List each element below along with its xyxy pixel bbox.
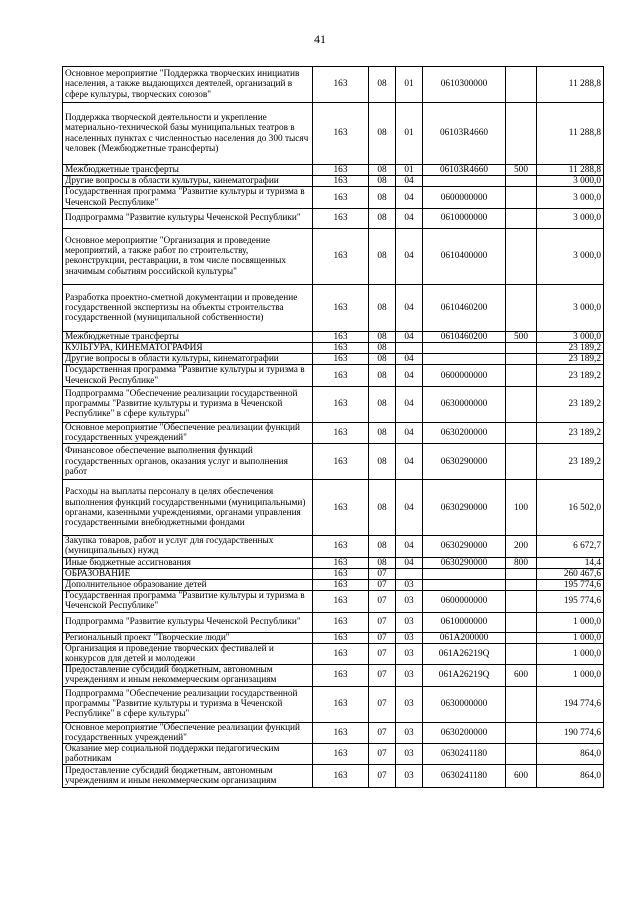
row-section-code: 08	[369, 354, 396, 365]
row-name: Дополнительное образование детей	[63, 580, 313, 591]
row-subsection-code: 04	[396, 536, 423, 557]
row-amount: 3 000,0	[537, 208, 604, 228]
row-name: Подпрограмма "Развитие культуры Чеченской Республики"	[63, 208, 313, 228]
row-target-code: 0610460200	[423, 331, 506, 342]
row-target-code: 0630290000	[423, 444, 506, 480]
row-section-code: 08	[369, 444, 396, 480]
row-expense-type	[506, 386, 537, 422]
row-subsection-code: 04	[396, 354, 423, 365]
row-section-code: 07	[369, 568, 396, 579]
row-subsection-code: 04	[396, 284, 423, 331]
row-expense-type	[506, 744, 537, 765]
row-subsection-code	[396, 343, 423, 354]
row-target-code: 0610300000	[423, 67, 506, 103]
row-amount: 11 288,8	[537, 67, 604, 103]
table-row	[63, 765, 604, 788]
row-ministry-code: 163	[313, 165, 369, 176]
row-expense-type: 200	[506, 536, 537, 557]
row-amount: 14,4	[537, 557, 604, 568]
table-row	[63, 228, 604, 284]
row-section-code: 08	[369, 187, 396, 208]
row-amount: 1 000,0	[537, 643, 604, 664]
table-row	[63, 67, 604, 103]
row-amount: 864,0	[537, 744, 604, 765]
row-section-code: 08	[369, 165, 396, 176]
table-row	[63, 176, 604, 187]
row-subsection-code: 04	[396, 228, 423, 284]
row-ministry-code: 163	[313, 365, 369, 386]
row-subsection-code: 03	[396, 665, 423, 686]
row-subsection-code: 03	[396, 686, 423, 722]
row-subsection-code: 04	[396, 187, 423, 208]
row-target-code: 0630200000	[423, 722, 506, 743]
row-ministry-code: 163	[313, 228, 369, 284]
table-row	[63, 568, 604, 579]
row-expense-type	[506, 67, 537, 103]
row-target-code: 0600000000	[423, 187, 506, 208]
table-row	[63, 580, 604, 591]
row-name: Межбюджетные трансферты	[63, 165, 313, 176]
row-section-code: 08	[369, 208, 396, 228]
row-name: Государственная программа "Развитие культуры и туризма в Чеченской Республике"	[63, 365, 313, 386]
row-expense-type	[506, 422, 537, 443]
row-target-code: 061A26219Q	[423, 665, 506, 686]
row-amount: 1 000,0	[537, 612, 604, 632]
row-section-code: 07	[369, 591, 396, 612]
row-amount: 864,0	[537, 765, 604, 788]
table-row	[63, 744, 604, 765]
row-expense-type: 600	[506, 765, 537, 788]
row-expense-type: 500	[506, 165, 537, 176]
row-target-code: 0610000000	[423, 612, 506, 632]
row-target-code: 06103R4660	[423, 103, 506, 165]
row-ministry-code: 163	[313, 568, 369, 579]
row-subsection-code: 03	[396, 612, 423, 632]
row-expense-type	[506, 643, 537, 664]
row-amount: 194 774,6	[537, 686, 604, 722]
row-amount: 1 000,0	[537, 632, 604, 643]
row-expense-type	[506, 722, 537, 743]
row-section-code: 07	[369, 632, 396, 643]
row-amount: 23 189,2	[537, 365, 604, 386]
row-name: КУЛЬТУРА, КИНЕМАТОГРАФИЯ	[63, 343, 313, 354]
row-subsection-code: 04	[396, 444, 423, 480]
row-name: Поддержка творческой деятельности и укрепление материально-технической базы муниципальных театров в населенных пунктах с численностью населения до 300 тысяч человек (Межбюджетные трансферты)	[63, 103, 313, 165]
row-name: Закупка товаров, работ и услуг для государственных (муниципальных) нужд	[63, 536, 313, 557]
row-target-code: 0600000000	[423, 591, 506, 612]
row-expense-type	[506, 103, 537, 165]
row-subsection-code: 04	[396, 208, 423, 228]
table-row	[63, 365, 604, 386]
row-name: Другие вопросы в области культуры, кинематографии	[63, 176, 313, 187]
row-ministry-code: 163	[313, 557, 369, 568]
row-expense-type	[506, 686, 537, 722]
row-name: Основное мероприятие "Обеспечение реализации функций государственных учреждений"	[63, 422, 313, 443]
row-section-code: 08	[369, 103, 396, 165]
table-row	[63, 284, 604, 331]
row-subsection-code: 03	[396, 580, 423, 591]
row-ministry-code: 163	[313, 665, 369, 686]
row-ministry-code: 163	[313, 284, 369, 331]
table-row	[63, 331, 604, 342]
row-ministry-code: 163	[313, 386, 369, 422]
row-expense-type: 500	[506, 331, 537, 342]
table-row	[63, 632, 604, 643]
row-target-code: 0610400000	[423, 228, 506, 284]
row-section-code: 07	[369, 765, 396, 788]
row-section-code: 07	[369, 722, 396, 743]
row-amount: 23 189,2	[537, 444, 604, 480]
row-target-code: 0630241180	[423, 744, 506, 765]
row-name: Расходы на выплаты персоналу в целях обеспечения выполнения функций государственными (муниципальными) органами, казенными учреждениями, органами управления государственными внебюджетными фондами	[63, 480, 313, 536]
row-target-code	[423, 580, 506, 591]
row-name: Иные бюджетные ассигнования	[63, 557, 313, 568]
row-expense-type	[506, 612, 537, 632]
row-name: Основное мероприятие "Поддержка творческих инициатив населения, а также выдающихся деятелей, организаций в сфере культуры, творческих союзов"	[63, 67, 313, 103]
row-name: ОБРАЗОВАНИЕ	[63, 568, 313, 579]
row-section-code: 07	[369, 580, 396, 591]
row-section-code: 08	[369, 365, 396, 386]
row-ministry-code: 163	[313, 480, 369, 536]
row-amount: 23 189,2	[537, 343, 604, 354]
row-amount: 23 189,2	[537, 386, 604, 422]
row-target-code: 061A26219Q	[423, 643, 506, 664]
row-target-code: 0610000000	[423, 208, 506, 228]
row-target-code: 061A200000	[423, 632, 506, 643]
row-section-code: 07	[369, 643, 396, 664]
row-name: Организация и проведение творческих фестивалей и конкурсов для детей и молодежи	[63, 643, 313, 664]
row-amount: 3 000,0	[537, 176, 604, 187]
row-amount: 3 000,0	[537, 228, 604, 284]
row-section-code: 08	[369, 284, 396, 331]
row-ministry-code: 163	[313, 422, 369, 443]
row-amount: 260 467,6	[537, 568, 604, 579]
row-name: Разработка проектно-сметной документации и проведение государственной экспертизы на объекты строительства государственной (муниципальной собственности)	[63, 284, 313, 331]
table-row	[63, 444, 604, 480]
row-name: Предоставление субсидий бюджетным, автономным учреждениям и иным некоммерческим организациям	[63, 665, 313, 686]
row-expense-type	[506, 568, 537, 579]
row-section-code: 08	[369, 386, 396, 422]
row-target-code: 0630241180	[423, 765, 506, 788]
row-section-code: 08	[369, 557, 396, 568]
row-subsection-code: 04	[396, 176, 423, 187]
row-target-code	[423, 176, 506, 187]
row-target-code: 0630000000	[423, 386, 506, 422]
row-expense-type	[506, 284, 537, 331]
row-expense-type	[506, 354, 537, 365]
row-ministry-code: 163	[313, 444, 369, 480]
table-row	[63, 643, 604, 664]
row-target-code: 0610460200	[423, 284, 506, 331]
row-ministry-code: 163	[313, 354, 369, 365]
row-amount: 11 288,8	[537, 165, 604, 176]
row-expense-type: 100	[506, 480, 537, 536]
row-ministry-code: 163	[313, 103, 369, 165]
row-expense-type: 800	[506, 557, 537, 568]
row-subsection-code: 01	[396, 165, 423, 176]
row-target-code: 06103R4660	[423, 165, 506, 176]
table-row	[63, 354, 604, 365]
row-expense-type	[506, 580, 537, 591]
row-amount: 23 189,2	[537, 422, 604, 443]
table-row	[63, 165, 604, 176]
row-subsection-code	[396, 568, 423, 579]
row-target-code: 0630200000	[423, 422, 506, 443]
row-section-code: 08	[369, 422, 396, 443]
row-amount: 16 502,0	[537, 480, 604, 536]
table-row	[63, 722, 604, 743]
row-name: Межбюджетные трансферты	[63, 331, 313, 342]
row-subsection-code: 04	[396, 422, 423, 443]
row-ministry-code: 163	[313, 643, 369, 664]
row-subsection-code: 03	[396, 643, 423, 664]
row-target-code: 0630000000	[423, 686, 506, 722]
table-row	[63, 612, 604, 632]
row-subsection-code: 03	[396, 591, 423, 612]
row-ministry-code: 163	[313, 632, 369, 643]
row-target-code: 0630290000	[423, 480, 506, 536]
row-subsection-code: 04	[396, 365, 423, 386]
row-expense-type	[506, 591, 537, 612]
row-section-code: 07	[369, 744, 396, 765]
row-target-code	[423, 343, 506, 354]
row-ministry-code: 163	[313, 722, 369, 743]
row-name: Предоставление субсидий бюджетным, автономным учреждениям и иным некоммерческим организациям	[63, 765, 313, 788]
row-ministry-code: 163	[313, 686, 369, 722]
table-row	[63, 422, 604, 443]
row-section-code: 08	[369, 67, 396, 103]
row-subsection-code: 04	[396, 557, 423, 568]
row-section-code: 08	[369, 536, 396, 557]
row-expense-type: 600	[506, 665, 537, 686]
row-expense-type	[506, 444, 537, 480]
row-subsection-code: 01	[396, 67, 423, 103]
table-body	[63, 67, 604, 788]
table-row	[63, 591, 604, 612]
table-row	[63, 187, 604, 208]
row-amount: 11 288,8	[537, 103, 604, 165]
row-name: Основное мероприятие "Организация и проведение мероприятий, а также работ по строительству, реконструкции, реставрации, в том числе посвященных значимым событиям российской культуры"	[63, 228, 313, 284]
row-amount: 3 000,0	[537, 331, 604, 342]
row-section-code: 08	[369, 176, 396, 187]
table-row	[63, 557, 604, 568]
row-name: Оказание мер социальной поддержки педагогическим работникам	[63, 744, 313, 765]
row-ministry-code: 163	[313, 591, 369, 612]
row-expense-type	[506, 228, 537, 284]
row-name: Подпрограмма "Обеспечение реализации государственной программы "Развитие культуры и туризма в Чеченской Республике" в сфере культуры"	[63, 686, 313, 722]
row-ministry-code: 163	[313, 744, 369, 765]
row-expense-type	[506, 343, 537, 354]
row-ministry-code: 163	[313, 208, 369, 228]
row-section-code: 07	[369, 665, 396, 686]
row-amount: 1 000,0	[537, 665, 604, 686]
row-amount: 3 000,0	[537, 284, 604, 331]
row-subsection-code: 01	[396, 103, 423, 165]
row-amount: 195 774,6	[537, 580, 604, 591]
row-expense-type	[506, 208, 537, 228]
row-name: Государственная программа "Развитие культуры и туризма в Чеченской Республике"	[63, 187, 313, 208]
row-section-code: 07	[369, 612, 396, 632]
row-section-code: 08	[369, 331, 396, 342]
page-number: 41	[314, 32, 326, 46]
row-name: Финансовое обеспечение выполнения функций государственных органов, оказания услуг и выполнения работ	[63, 444, 313, 480]
row-ministry-code: 163	[313, 176, 369, 187]
row-section-code: 08	[369, 228, 396, 284]
row-target-code: 0630290000	[423, 536, 506, 557]
row-target-code: 0630290000	[423, 557, 506, 568]
row-name: Региональный проект "Творческие люди"	[63, 632, 313, 643]
row-ministry-code: 163	[313, 67, 369, 103]
row-subsection-code: 04	[396, 331, 423, 342]
row-ministry-code: 163	[313, 612, 369, 632]
row-amount: 195 774,6	[537, 591, 604, 612]
row-subsection-code: 03	[396, 765, 423, 788]
row-ministry-code: 163	[313, 187, 369, 208]
row-amount: 190 774,6	[537, 722, 604, 743]
row-amount: 6 672,7	[537, 536, 604, 557]
row-name: Основное мероприятие "Обеспечение реализации функций государственных учреждений"	[63, 722, 313, 743]
table-row	[63, 480, 604, 536]
row-section-code: 08	[369, 480, 396, 536]
row-section-code: 08	[369, 343, 396, 354]
table-row	[63, 343, 604, 354]
row-subsection-code: 03	[396, 722, 423, 743]
row-name: Подпрограмма "Развитие культуры Чеченской Республики"	[63, 612, 313, 632]
row-expense-type	[506, 632, 537, 643]
budget-table	[62, 66, 604, 788]
row-ministry-code: 163	[313, 343, 369, 354]
row-name: Другие вопросы в области культуры, кинематографии	[63, 354, 313, 365]
row-section-code: 07	[369, 686, 396, 722]
row-ministry-code: 163	[313, 536, 369, 557]
row-subsection-code: 04	[396, 480, 423, 536]
row-subsection-code: 04	[396, 386, 423, 422]
row-ministry-code: 163	[313, 765, 369, 788]
row-amount: 23 189,2	[537, 354, 604, 365]
row-target-code	[423, 568, 506, 579]
row-subsection-code: 03	[396, 744, 423, 765]
row-subsection-code: 03	[396, 632, 423, 643]
row-ministry-code: 163	[313, 580, 369, 591]
table-row	[63, 665, 604, 686]
row-expense-type	[506, 176, 537, 187]
row-amount: 3 000,0	[537, 187, 604, 208]
row-name: Государственная программа "Развитие культуры и туризма в Чеченской Республике"	[63, 591, 313, 612]
table-row	[63, 103, 604, 165]
row-ministry-code: 163	[313, 331, 369, 342]
table-row	[63, 386, 604, 422]
row-target-code: 0600000000	[423, 365, 506, 386]
table-row	[63, 536, 604, 557]
row-expense-type	[506, 187, 537, 208]
table-row	[63, 208, 604, 228]
row-name: Подпрограмма "Обеспечение реализации государственной программы "Развитие культуры и туризма в Чеченской Республике" в сфере культуры"	[63, 386, 313, 422]
row-expense-type	[506, 365, 537, 386]
table-row	[63, 686, 604, 722]
row-target-code	[423, 354, 506, 365]
